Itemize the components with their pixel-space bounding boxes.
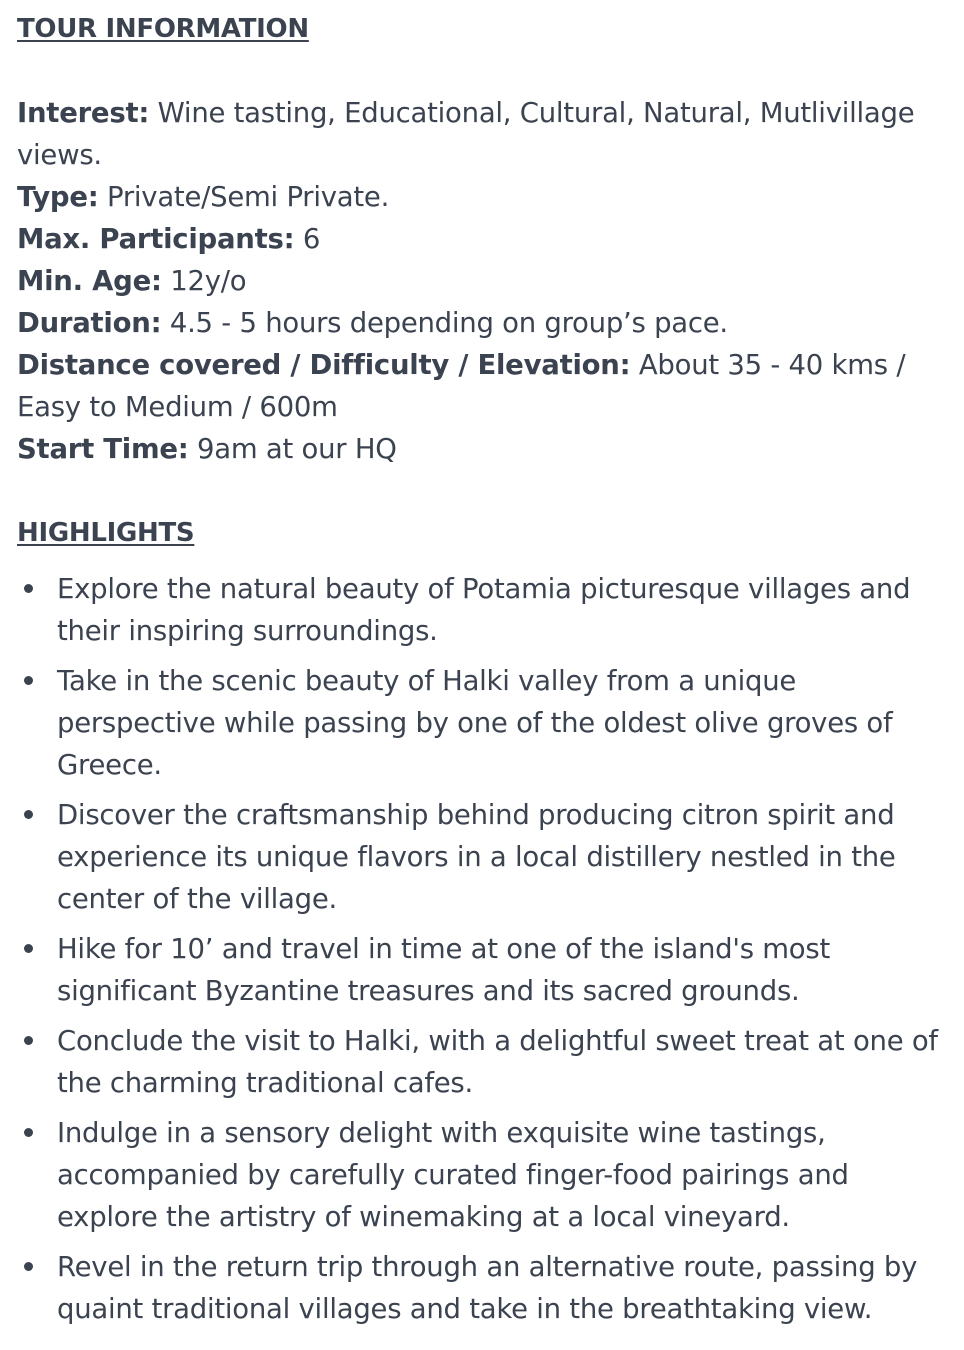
bullet-icon xyxy=(24,810,33,819)
info-value: 4.5 - 5 hours depending on group’s pace. xyxy=(161,307,728,339)
info-type xyxy=(17,176,949,218)
info-value: About 35 - 40 kms / Easy to Medium / 600m xyxy=(17,349,906,423)
list-item xyxy=(17,928,949,1012)
highlight-text: Conclude the visit to Halki, with a delightful sweet treat at one of the charming traditional cafes. xyxy=(57,1025,938,1099)
info-label: Start Time: xyxy=(17,433,189,465)
info-interest xyxy=(17,92,949,176)
info-value: Private/Semi Private. xyxy=(98,181,390,213)
tour-info-list xyxy=(17,92,949,470)
highlight-text: Revel in the return trip through an alternative route, passing by quaint traditional villages and take in the breathtaking view. xyxy=(57,1251,918,1325)
list-item xyxy=(17,794,949,920)
list-item xyxy=(17,568,949,652)
bullet-icon xyxy=(24,944,33,953)
highlight-text: Explore the natural beauty of Potamia picturesque villages and their inspiring surroundings. xyxy=(57,573,911,647)
highlights-heading: HIGHLIGHTS xyxy=(17,518,195,548)
info-start-time xyxy=(17,428,949,470)
highlight-text: Indulge in a sensory delight with exquisite wine tastings, accompanied by carefully curated finger-food pairings and explore the artistry of winemaking at a local vineyard. xyxy=(57,1117,849,1233)
info-value: 12y/o xyxy=(161,265,247,297)
highlight-text: Hike for 10’ and travel in time at one of the island's most significant Byzantine treasures and its sacred grounds. xyxy=(57,933,830,1007)
info-label: Distance covered / Difficulty / Elevation: xyxy=(17,349,631,381)
info-max-participants xyxy=(17,218,949,260)
tour-information-heading: TOUR INFORMATION xyxy=(17,14,309,44)
list-item xyxy=(17,1112,949,1238)
highlights-list xyxy=(17,568,949,1330)
bullet-icon xyxy=(24,1262,33,1271)
highlight-text: Take in the scenic beauty of Halki valley from a unique perspective while passing by one of the oldest olive groves of Greece. xyxy=(57,665,893,781)
info-label: Interest: xyxy=(17,97,150,129)
highlight-text: Discover the craftsmanship behind producing citron spirit and experience its unique flavors in a local distillery nestled in the center of the village. xyxy=(57,799,896,915)
info-min-age xyxy=(17,260,949,302)
spacer xyxy=(17,470,949,512)
info-label: Duration: xyxy=(17,307,162,339)
info-duration xyxy=(17,302,949,344)
info-value: Wine tasting, Educational, Cultural, Natural, Mutlivillage views. xyxy=(17,97,915,171)
list-item xyxy=(17,660,949,786)
info-label: Min. Age: xyxy=(17,265,162,297)
info-label: Max. Participants: xyxy=(17,223,295,255)
bullet-icon xyxy=(24,584,33,593)
bullet-icon xyxy=(24,676,33,685)
info-value: 6 xyxy=(294,223,321,255)
list-item xyxy=(17,1246,949,1330)
bullet-icon xyxy=(24,1036,33,1045)
spacer xyxy=(17,50,949,92)
info-value: 9am at our HQ xyxy=(188,433,397,465)
info-distance xyxy=(17,344,949,428)
bullet-icon xyxy=(24,1128,33,1137)
list-item xyxy=(17,1020,949,1104)
info-label: Type: xyxy=(17,181,99,213)
